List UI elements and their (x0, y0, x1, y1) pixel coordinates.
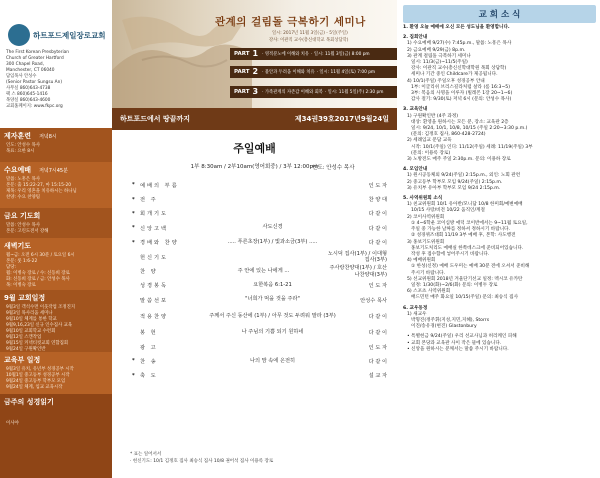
order-item-name: 광 고 (140, 344, 158, 351)
news-line: 강사: 이관직 교수(총신신학대학원 목회 상담학) (411, 66, 507, 72)
news-line: 10/15 사랑/비전 10/22 움직인/계절 (411, 208, 485, 214)
info-line: Church of Greater Hartford (6, 56, 64, 61)
info-line: 팩 스 860)645-1416 (6, 92, 48, 97)
order-row: * 찬 송 나의 맘 속에 온전히 다 같 이 (132, 357, 387, 365)
part-number: 2 (252, 67, 259, 76)
news-line: • 신앙을 원하시는 분께서는 말씀 주시기 바랍니다. (407, 346, 509, 352)
section-title: 9월 교회일정 (4, 294, 46, 302)
news-line: 1) 친교위원회 10/1 유아반/모니담 10/8 한미회/예변예배 (407, 202, 523, 208)
section-line: 9월10일 체계를 통한 학교 (6, 317, 57, 322)
section-wednesday-service (0, 162, 112, 208)
section-line: 9월10일 교회학교 수련회 (6, 329, 56, 334)
news-line: 3) 관계 걸림돌 극복하기 세미나 (407, 53, 471, 59)
news-body (403, 25, 596, 353)
part-time: · 일시: 11월 4일(토) 7:00 pm (316, 70, 376, 75)
news-heading: 6. 교우동정 (403, 305, 428, 311)
church-news (397, 0, 600, 478)
banner-speaker: 강사: 이관직 교수(총신대학교 목회상담학) (269, 38, 349, 43)
news-line: 세미나 기간 중인 Childcare가 제공됩니다. (411, 72, 498, 78)
order-row (132, 293, 387, 307)
news-line: 2) 세례입교 문답 교육 (407, 138, 452, 144)
section-line: 목: 이병숙 장로 (6, 283, 36, 288)
news-line: • 특별헌금 9/24(주일) 우리 선교사님과 허리케인 피해 (407, 334, 517, 340)
section-sub: 저녁8시 (39, 134, 57, 140)
news-line: 2) 코이사역위원회 (407, 214, 445, 220)
order-item-content: 사도신경 (262, 224, 283, 231)
news-line: • 교회 본당과 교육관 사이 작은 뜰에 있습니다. (407, 340, 502, 346)
section-line: 제목: 우리 영혼을 치유하시는 하나님 (6, 189, 77, 194)
news-line: 박형진(정주휘(지성,지민,지혜), Storrs (411, 317, 490, 323)
news-line: 1) 수요예배 9/27(수) 7:45p.m., 말씀: 노흥은 목사 (407, 41, 512, 47)
part-topic: · 가족관계의 자존감 이해와 회복 (262, 90, 323, 95)
news-heading: 1. 환영 오늘 예배에 오신 모든 성도님을 환영합니다. (403, 25, 510, 30)
news-line: 2) 금요예배 9/29(금) 8p.m. (407, 47, 466, 53)
church-header (0, 0, 112, 128)
order-item-name: 봉 헌 (140, 330, 158, 337)
news-line: ① 한성(신정) 예배 도우미는 예배 30분 전에 오셔서 준비해 (411, 264, 530, 270)
order-item-name: 예배의 부름 (140, 182, 179, 189)
news-line: 홍보기도처리도 예배실 한쪽데스크에 준비되어있습니다. (411, 245, 524, 251)
order-item-person: 다 같 이 (368, 240, 387, 247)
order-item-person: 다 같 이 (368, 330, 387, 337)
news-line: 작성 후 접수함에 넣어주시기 바랍니다. (411, 251, 490, 257)
service-title: 주일예배 (233, 142, 276, 155)
part-topic: · 영적분노에 이해와 치유 (262, 52, 310, 57)
part-time: · 일시: 11월 3일(금) 8:00 pm (311, 52, 370, 57)
order-item-name: 찬 양 (140, 269, 158, 276)
order-item-name: 신앙고백 (140, 225, 169, 232)
seminar-part-3 (230, 86, 397, 98)
news-line: 1) 구원확인반 (4주 과정) (407, 113, 459, 119)
order-row (132, 340, 387, 354)
section-line: 말씀: 안성수 목사 (6, 223, 40, 228)
order-item-name: 회개기도 (140, 211, 169, 218)
order-item-name: 적용찬양 (140, 314, 169, 321)
news-line: 5) 선교위원회 2018년 겨울단기선교 일정: 멕시코 유카탄 (407, 276, 523, 282)
order-item-content: 주께서 주신 동산에 (1부) / 아무 것도 두려워 말라 (3부) (209, 312, 336, 319)
order-row: * 축 도 설 교 자 (132, 372, 387, 380)
section-title: 금요 기도회 (4, 212, 41, 220)
banner-date: 일시: 2017년 11월 3일(금) - 5일(주일) (272, 31, 348, 36)
part-time: · 일시: 11월 5일(주) 2:30 pm (324, 90, 384, 95)
order-row (132, 308, 387, 326)
section-line: 9월12일 스캔작업 (6, 335, 42, 340)
order-row: * 예배의 부름 인 도 자 (132, 182, 387, 189)
church-name: 하트포드제일장로교회 (33, 30, 106, 40)
section-line: 본문: 룻 1:6-22 (6, 259, 38, 264)
section-title: 새벽기도 (4, 242, 32, 250)
order-item-name: 경배와 찬양 (140, 240, 179, 247)
church-info (4, 50, 108, 110)
order-item-content: "너희가 먹을 것을 주라" (245, 296, 300, 303)
news-line: 주일 중 가능한 날짜를 정하셔 정하시기 바랍니다. (411, 227, 510, 233)
section-line: 9월24일 구원확인반 (6, 347, 46, 352)
part-number: 1 (252, 49, 259, 58)
order-row: * 회개기도 다 같 이 (132, 210, 387, 218)
order-item-person: 인 도 자 (368, 283, 387, 290)
sidebar (0, 0, 112, 478)
section-line: 본문: 출 15:22-27, 마 15:15-20 (6, 183, 72, 188)
order-item-person: 설 교 자 (368, 373, 387, 380)
church-logo-icon (8, 24, 30, 46)
section-line: 9월3일 목사리움 세미나 (6, 311, 53, 316)
section-line: 월: 이병숙 장로 / 수: 신동희 장로 (6, 271, 70, 276)
band-issue: 제34권39호2017년9월24일 (294, 115, 389, 123)
section-line: 9월24일 중고등부 학부모 모임 (6, 379, 66, 384)
order-item-content: 주 안에 있는 나에게 ... (237, 267, 290, 274)
order-item-person: 인 도 자 (368, 182, 387, 189)
news-line: 6) 스포츠 사역위원회 (407, 289, 451, 295)
news-heading: 2. 집회안내 (403, 35, 428, 41)
section-line: 찬양: 수요 찬양팀 (6, 195, 40, 200)
news-line: 4) 예배위원회 (407, 258, 436, 264)
news-heading: 5. 사역위원회 소식 (403, 196, 443, 202)
news-line: 일정: 1/30(화)~2/6(화) 문의: 이병두 장로 (411, 282, 498, 288)
order-row: * 신앙고백 사도신경 다 같 이 (132, 224, 387, 232)
order-item-person: 다 같 이 (368, 314, 387, 321)
section-line: 9월3일 객석수면 이웃작업 조정진지 (6, 305, 76, 310)
part-label: PART (234, 89, 250, 95)
section-friday-prayer (0, 208, 112, 238)
news-line: 3) 노방전도 매주 주일 2:30p.m. 문의: 이용하 장로 (407, 157, 511, 163)
info-line: 목양실 860)643-4600 (6, 98, 51, 103)
note-line: * 표는 일어서서 (130, 452, 162, 457)
order-row (132, 250, 387, 264)
section-title: 금주의 성경읽기 (4, 398, 54, 406)
section-line: 10월1일 중고등부 성경공부 시작 (6, 373, 70, 378)
part-label: PART (234, 51, 250, 57)
section-line: 목표: 요한 8시 (6, 149, 35, 154)
section-bible-reading (0, 394, 112, 478)
info-line: 담임목사 안성수 (6, 74, 37, 79)
news-line: 대상: 환영을 원하시는 모든 분, 장소: 교육관 2층 (411, 119, 509, 125)
order-item-name: 말씀선포 (140, 297, 169, 304)
order-item-name: 헌신기도 (140, 254, 169, 261)
order-row (132, 326, 387, 340)
worship-notes (130, 452, 273, 465)
news-line: 1) 새교우 (407, 311, 427, 317)
news-line: 3) 홍보기도위원회 (407, 239, 445, 245)
news-title: 교 회 소 식 (403, 5, 596, 23)
news-line: 2) 중고등부 학부모 모임 9/24(주일) 2:15p.m. (407, 179, 503, 185)
section-line: 담당: (6, 265, 16, 270)
order-item-content: 요한복음 6:1-21 (253, 282, 292, 289)
section-line: 9월3일 유치, 유년부 성경공부 시작 (6, 367, 74, 372)
section-church-schedule (0, 290, 112, 352)
section-dawn-prayer (0, 238, 112, 290)
news-line: 이진/송유경(현진) Glastonbury (411, 324, 477, 330)
part-label: PART (234, 69, 250, 75)
bulletin-band (112, 108, 397, 130)
info-line: The First Korean Presbyterian (6, 50, 70, 55)
section-line: 화: 신동희 장로 / 금: 안성수 목사 (6, 277, 70, 282)
info-line: 사무실 860)643-4738 (6, 86, 51, 91)
order-item-name: 전 주 (140, 197, 158, 204)
news-line: ① 4~6학운 코이심방 애덕 코이반에서는 9~11월 토요일, (411, 220, 528, 226)
order-row (132, 264, 387, 278)
news-line: 시작: 10/1(주일) 인디: 11/12(주일) 세례: 11/19(주일) 3부 (411, 144, 533, 150)
order-item-content: 나 주님의 기쁨 되기 원하네 (241, 328, 304, 335)
part-number: 3 (252, 87, 259, 96)
section-sub: 저녁7시45분 (39, 168, 68, 174)
seminar-part-1 (230, 48, 397, 60)
section-title: 교육부 일정 (4, 356, 41, 364)
section-line: 9월24일 체계, 입교 교육시작 (6, 385, 63, 390)
news-line: 1) 원시공동체외 9/24(주일) 2:15p.m., 외인: 노회 관련 (407, 173, 521, 179)
news-line: 감사 절기: 9/30(토) 저녁 6시 (문의: 안성수 목사) (411, 97, 512, 103)
news-line: 4) 10/1(주일) 주일오후 성경공부 안내 (407, 78, 485, 84)
news-line: 배드민턴 매주 화요일 10/15(주일) 문의: 최승식 집사 (411, 295, 519, 301)
order-item-person: 찬 양 대 (368, 197, 387, 204)
seminar-banner (112, 0, 397, 108)
order-item-person: 주사랑찬양대(1부) / 호산나찬양대(3부) (329, 265, 387, 278)
order-item-person: 다 같 이 (368, 358, 387, 365)
order-row (132, 279, 387, 293)
section-line: 월~금: 오전 6시 30분 / 토요일 6시 (6, 253, 75, 258)
news-line: ② 성경퀴즈대회 11/19 3부 예배 후, 본학: 사도행전 (411, 233, 516, 239)
news-line: (문의: 이용록 장로) (411, 150, 451, 156)
section-line: 본문: 고린도전서 강해 (6, 229, 49, 234)
news-line: (문의: 김정호 집사, 860-428-2724) (411, 132, 486, 138)
part-topic: · 불안과 두려움 이해와 치유 (262, 70, 315, 75)
section-line: 인도: 안성수 목사 (6, 143, 40, 148)
section-title: 제자훈련 (4, 132, 32, 140)
section-line: 9월15일 커넥티컷교회 연합집회 (6, 341, 69, 346)
section-line: 말씀: 노흥은 목사 (6, 177, 40, 182)
section-line: 9월9,16,23일 신규 인수집사 교육 (6, 323, 73, 328)
order-item-person: 노시덕 집사(1부) / 이대형 집사(3부) (327, 250, 387, 264)
service-leader: 인도: 안성수 목사 (312, 165, 355, 171)
note-line: · 헌신기도: 10/1 김정호 집사 최승식 집사 10/8 권어석 집사 이용록 장로 (130, 458, 274, 464)
seminar-part-2 (230, 66, 397, 78)
order-item-person: 안성수 목사 (360, 297, 387, 304)
order-of-worship (132, 178, 387, 383)
news-line: 주시기 바랍니다. (411, 270, 445, 276)
order-row: * 경배와 찬양 ..... 푸른초장(1부) / 빛과소금(3부) ..... 다 같 이 (132, 238, 387, 247)
section-line: 이사야 (6, 421, 19, 426)
order-item-person: 인 도 자 (368, 344, 387, 351)
news-line: 1부: 이글리쉬 브리스길라처럼 살라 (롬 16:3~5) (411, 84, 511, 90)
order-item-content: ..... 푸른초장(1부) / 빛과소금(3부) ..... (227, 238, 318, 245)
news-line: 3) 유치부 유아부 학부모 모임 9/24 2:15p.m. (407, 185, 501, 191)
banner-title: 관계의 걸림돌 극복하기 세미나 (215, 16, 366, 28)
news-heading: 4. 모임안내 (403, 167, 428, 173)
news-line: 3부: 복음의 사명을 이루자 (빌레몬 1장 20~1~6) (411, 91, 513, 97)
order-item-person: 다 같 이 (368, 211, 387, 218)
info-line: (Senior Pastor Sungsu An) (6, 80, 63, 85)
order-item-name: 축 도 (140, 373, 158, 380)
order-item-name: 찬 송 (140, 358, 158, 365)
info-line: 300 Chapel Road, (6, 62, 45, 67)
info-line: 교회홈페이지: www.fkpc.org (6, 104, 63, 109)
order-item-name: 성경봉독 (140, 283, 169, 290)
section-title: 수요예배 (4, 166, 32, 174)
info-line: Manchester, CT 06040 (6, 68, 55, 73)
section-education-schedule (0, 352, 112, 394)
band-motto: 하트포드에서 땅끝까지 (120, 115, 191, 123)
news-line: 일시: 11/3(금)~11/5(주일) (411, 60, 468, 66)
news-heading: 3. 교육안내 (403, 107, 428, 113)
service-times: 1부 8:30am / 2부10am(영어회중) / 3부 12:00pm (190, 164, 319, 170)
section-discipleship (0, 128, 112, 162)
main-column (112, 0, 397, 478)
order-item-content: 나의 맘 속에 온전히 (249, 357, 296, 364)
order-row: * 전 주 찬 양 대 (132, 196, 387, 204)
order-item-person: 다 같 이 (368, 225, 387, 232)
news-line: 일시: 9/24, 10/1, 10/8, 10/15 (주일 2:20~3:30 p.m.) (411, 126, 528, 132)
